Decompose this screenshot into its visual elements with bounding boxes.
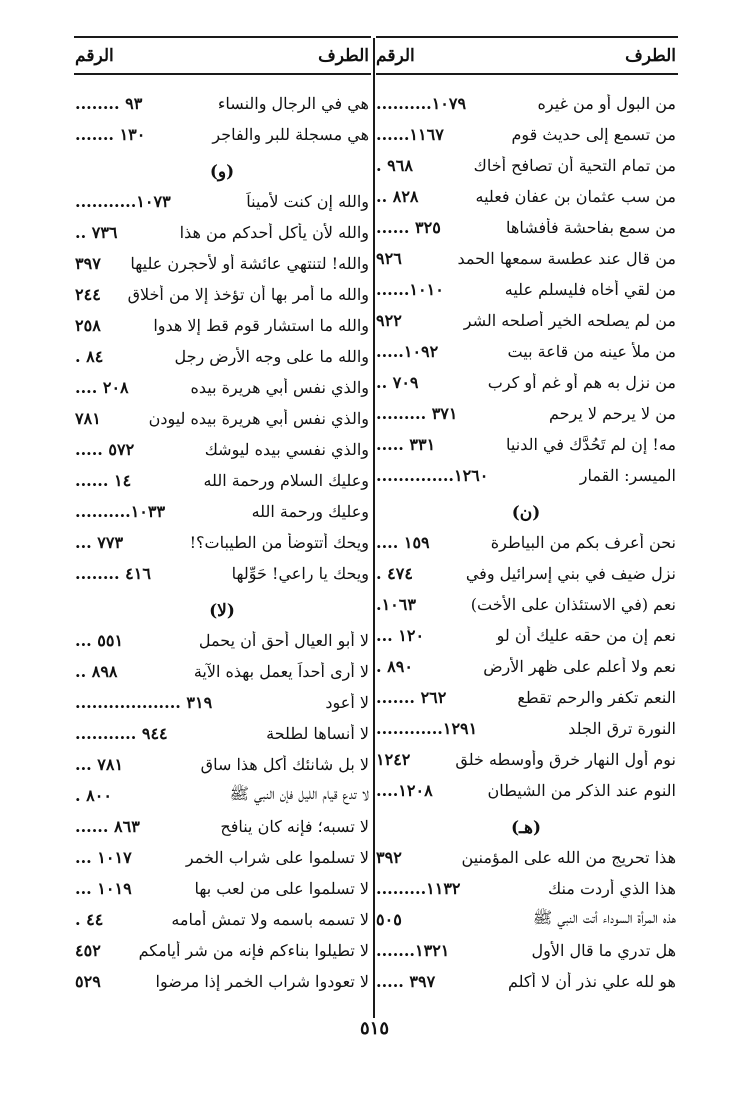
entry-number: ١٣٢١....... (376, 941, 450, 960)
entry-number: ١٣٠ ....... (75, 125, 146, 144)
entry-number: ٧٠٩ .. (376, 373, 419, 392)
entry-number: ٤٤ . (75, 910, 104, 929)
entry-number: ٩٢٦ (376, 249, 402, 268)
index-entry (75, 310, 369, 341)
entry-term: هذه المرأة السوداء أتت النبي ﷺ (532, 908, 676, 927)
entry-term: ويحك يا راعي! حَوِّلها (231, 564, 369, 583)
entry-number: ١٢٠ ... (376, 626, 425, 645)
entry-number: ٩٣ ........ (75, 94, 143, 113)
index-entry (75, 496, 369, 527)
index-entry (376, 150, 676, 181)
entry-term: النورة ترق الجلد (568, 719, 676, 738)
entry-number: ١٥٩ .... (376, 533, 430, 552)
section-letter-nun: (ن) (511, 503, 541, 523)
header-term: الطرف (318, 46, 369, 66)
entry-number: ١٠٣٣.......... (75, 502, 166, 521)
index-entry (75, 279, 369, 310)
entry-number: ١٠٧٩.......... (376, 94, 467, 113)
entry-number: ٩٦٨ . (376, 156, 413, 175)
index-entry (75, 811, 369, 842)
right-entries (376, 74, 676, 997)
entry-number: ١٠١٩ ... (75, 879, 132, 898)
entry-number: ٣٧١ ......... (376, 404, 458, 423)
entry-number: ١٢٦٠.............. (376, 466, 489, 485)
entry-number: ١١٣٢......... (376, 879, 461, 898)
index-entry (75, 749, 369, 780)
index-entry (75, 842, 369, 873)
index-entry (75, 403, 369, 434)
entry-term: نعم (في الاستئذان على الأخت) (470, 595, 676, 614)
entry-term: ويحك أتتوضأ من الطيبات؟! (189, 533, 369, 552)
entry-term: هي في الرجال والنساء (217, 94, 369, 113)
entry-term: لا تسلموا على شراب الخمر (185, 848, 369, 867)
entry-number: ٢٦٢ ....... (376, 688, 447, 707)
header-number: الرقم (376, 46, 415, 66)
entry-number: ٨٠٠ . (75, 786, 112, 805)
page-number: ٥١٥ (359, 1018, 389, 1039)
entry-term: لا تعودوا شراب الخمر إذا مرضوا (155, 972, 369, 991)
entry-term: لا بل شانئك أكل هذا ساق (200, 755, 369, 774)
index-entry (376, 527, 676, 558)
index-entry (376, 119, 676, 150)
entry-term: والله ما أمر بها أن تؤخذ إلا من أخلاق (127, 285, 369, 304)
entry-number: ٤١٦ ........ (75, 564, 151, 583)
entry-term: لا تسمه باسمه ولا تمش أمامه (171, 910, 369, 929)
entry-number: ٧٨١ ... (75, 755, 124, 774)
index-entry (75, 687, 369, 718)
entry-number: ٨٢٨ .. (376, 187, 419, 206)
entry-number: ٣٩٧ (75, 254, 101, 273)
entry-number: ٣٢٥ ...... (376, 218, 441, 237)
index-entry (376, 589, 676, 620)
index-entry (75, 718, 369, 749)
right-column (376, 38, 676, 997)
index-entry (75, 119, 369, 150)
entry-term: من سمع بفاحشة فأفشاها (506, 218, 676, 237)
index-entry (376, 558, 676, 589)
entry-number: ١٢٩١............ (376, 719, 478, 738)
index-entry (75, 248, 369, 279)
entry-number: ١٠٧٣........... (75, 192, 171, 211)
entry-number: ٥٧٢ ..... (75, 440, 135, 459)
entry-term: والله ما استشار قوم قط إلا هدوا (153, 316, 369, 335)
index-entry (376, 651, 676, 682)
entry-number: ٧٣٦ .. (75, 223, 118, 242)
index-entry (376, 682, 676, 713)
index-entry (75, 656, 369, 687)
entry-number: ٤٧٤ . (376, 564, 413, 583)
entry-number: ٥٢٩ (75, 972, 101, 991)
entry-term: من ملأ عينه من قاعة بيت (507, 342, 676, 361)
entry-number: ٢٤٤ (75, 285, 101, 304)
index-entry (75, 434, 369, 465)
entry-number: ٣٩٢ (376, 848, 402, 867)
left-column-header (75, 38, 369, 74)
entry-term: والله! لتنتهي عائشة أو لأحجرن عليها (130, 254, 369, 273)
entry-term: هي مسجلة للبر والفاجر (212, 125, 369, 144)
index-entry (376, 181, 676, 212)
entry-term: والذي نفس أبي هريرة بيده (190, 378, 369, 397)
entry-number: ٨٩٠ . (376, 657, 413, 676)
entry-term: النوم عند الذكر من الشيطان (487, 781, 676, 800)
index-entry (376, 367, 676, 398)
header-number: الرقم (75, 46, 114, 66)
entry-term: نزل ضيف في بني إسرائيل وفي (465, 564, 676, 583)
index-entry (376, 966, 676, 997)
entry-term: لا أعود (325, 693, 369, 712)
section-letter-la: (لا) (209, 601, 235, 621)
column-divider (373, 38, 375, 1018)
entry-term: لا أرى أحداً يعمل بهذه الآية (193, 662, 369, 681)
entry-term: من تسمع إلى حديث قوم (511, 125, 676, 144)
index-entry (376, 620, 676, 651)
index-entry (75, 341, 369, 372)
index-entry (376, 904, 676, 935)
entry-term: من سب عثمان بن عفان فعليه (475, 187, 676, 206)
entry-number: ١٢٤٢ (376, 750, 411, 769)
header-term: الطرف (625, 46, 676, 66)
entry-term: نحن أعرف بكم من البياطرة (490, 533, 676, 552)
entry-term: من لقي أخاه فليسلم عليه (504, 280, 676, 299)
entry-term: لا تسبه؛ فإنه كان ينافح (220, 817, 369, 836)
entry-number: ٨٩٨ .. (75, 662, 118, 681)
index-entry (376, 336, 676, 367)
entry-number: ٨٦٣ ...... (75, 817, 140, 836)
entry-number: ٢٠٨ .... (75, 378, 129, 397)
entry-term: لا تدع قيام الليل فإن النبي ﷺ (229, 784, 369, 803)
entry-term: لا أنساها لطلحة (266, 724, 369, 743)
entry-term: من لم يصلحه الخير أصلحه الشر (463, 311, 676, 330)
index-entry (376, 460, 676, 491)
entry-term: نعم إن من حقه عليك أن لو (496, 626, 676, 645)
index-entry (75, 527, 369, 558)
entry-number: ٤٥٢ (75, 941, 101, 960)
left-column (75, 38, 369, 997)
index-entry (75, 88, 369, 119)
entry-term: لا أبو العيال أحق أن يحمل (198, 631, 369, 650)
index-entry (376, 775, 676, 806)
entry-number: ١٠١٠...... (376, 280, 444, 299)
entry-term: مه! إن لم تَحُدَّك في الدنيا (506, 435, 676, 454)
entry-number: ٢٥٨ (75, 316, 101, 335)
entry-number: ٧٧٣ ... (75, 533, 124, 552)
entry-term: من قال عند عطسة سمعها الحمد (457, 249, 676, 268)
index-entry (75, 217, 369, 248)
entry-number: ١١٦٧...... (376, 125, 444, 144)
entry-term: هذا الذي أردت منك (547, 879, 676, 898)
index-entry (376, 88, 676, 119)
entry-number: ٨٤ . (75, 347, 104, 366)
index-entry (376, 429, 676, 460)
entry-number: ١٠١٧ ... (75, 848, 132, 867)
entry-term: نوم أول النهار خرق وأوسطه خلق (455, 750, 676, 769)
index-entry (75, 780, 369, 811)
index-entry (376, 935, 676, 966)
index-entry (75, 904, 369, 935)
entry-term: لا تطيلوا بناءكم فإنه من شر أيامكم (138, 941, 369, 960)
index-entry (376, 873, 676, 904)
entry-number: ١٠٦٣. (376, 595, 416, 614)
entry-term: نعم ولا أعلم على ظهر الأرض (483, 657, 676, 676)
entry-term: وعليك ورحمة الله (251, 502, 369, 521)
entry-term: النعم تكفر والرحم تقطع (517, 688, 676, 707)
entry-term: هو لله علي نذر أن لا أكلم (507, 972, 676, 991)
index-entry (75, 558, 369, 589)
entry-term: والله لأن يأكل أحدكم من هذا (179, 223, 369, 242)
entry-number: ١٤ ...... (75, 471, 132, 490)
entry-number: ٣٣١ ..... (376, 435, 436, 454)
index-entry (376, 842, 676, 873)
entry-term: من تمام التحية أن تصافح أخاك (473, 156, 676, 175)
left-entries (75, 74, 369, 997)
entry-number: ٣١٩ ................... (75, 693, 213, 712)
entry-number: ٥٥١ ... (75, 631, 124, 650)
index-entry (75, 186, 369, 217)
index-entry (75, 465, 369, 496)
index-entry (376, 243, 676, 274)
entry-number: ٥٠٥ (376, 910, 402, 929)
index-entry (376, 744, 676, 775)
entry-number: ١٢٠٨.... (376, 781, 433, 800)
entry-number: ١٠٩٢..... (376, 342, 439, 361)
index-entry (376, 398, 676, 429)
entry-term: من لا يرحم لا يرحم (549, 404, 676, 423)
entry-number: ٣٩٧ ..... (376, 972, 436, 991)
section-letter-waw: (و) (209, 162, 235, 182)
index-entry (75, 873, 369, 904)
entry-term: لا تسلموا على من لعب بها (194, 879, 369, 898)
entry-term: هذا تحريج من الله على المؤمنين (461, 848, 676, 867)
entry-number: ٩٢٢ (376, 311, 402, 330)
section-letter-ha: (هـ) (510, 818, 542, 838)
entry-term: والذي نفس أبي هريرة بيده ليودن (148, 409, 369, 428)
entry-term: والله إن كنت لأميناً (246, 192, 369, 211)
entry-term: والله ما على وجه الأرض رجل (174, 347, 369, 366)
entry-term: والذي نفسي بيده ليوشك (204, 440, 369, 459)
index-entry (376, 212, 676, 243)
entry-term: من نزل به هم أو غم أو كرب (487, 373, 676, 392)
index-entry (75, 966, 369, 997)
entry-number: ٧٨١ (75, 409, 101, 428)
entry-term: وعليك السلام ورحمة الله (203, 471, 369, 490)
index-entry (75, 372, 369, 403)
index-entry (376, 305, 676, 336)
index-entry (75, 935, 369, 966)
entry-term: هل تدري ما قال الأول (531, 941, 676, 960)
index-entry (75, 625, 369, 656)
entry-term: الميسر: القمار (579, 466, 676, 485)
entry-term: من البول أو من غيره (537, 94, 676, 113)
entry-number: ٩٤٤ ........... (75, 724, 168, 743)
index-entry (376, 713, 676, 744)
index-entry (376, 274, 676, 305)
right-column-header (376, 38, 676, 74)
